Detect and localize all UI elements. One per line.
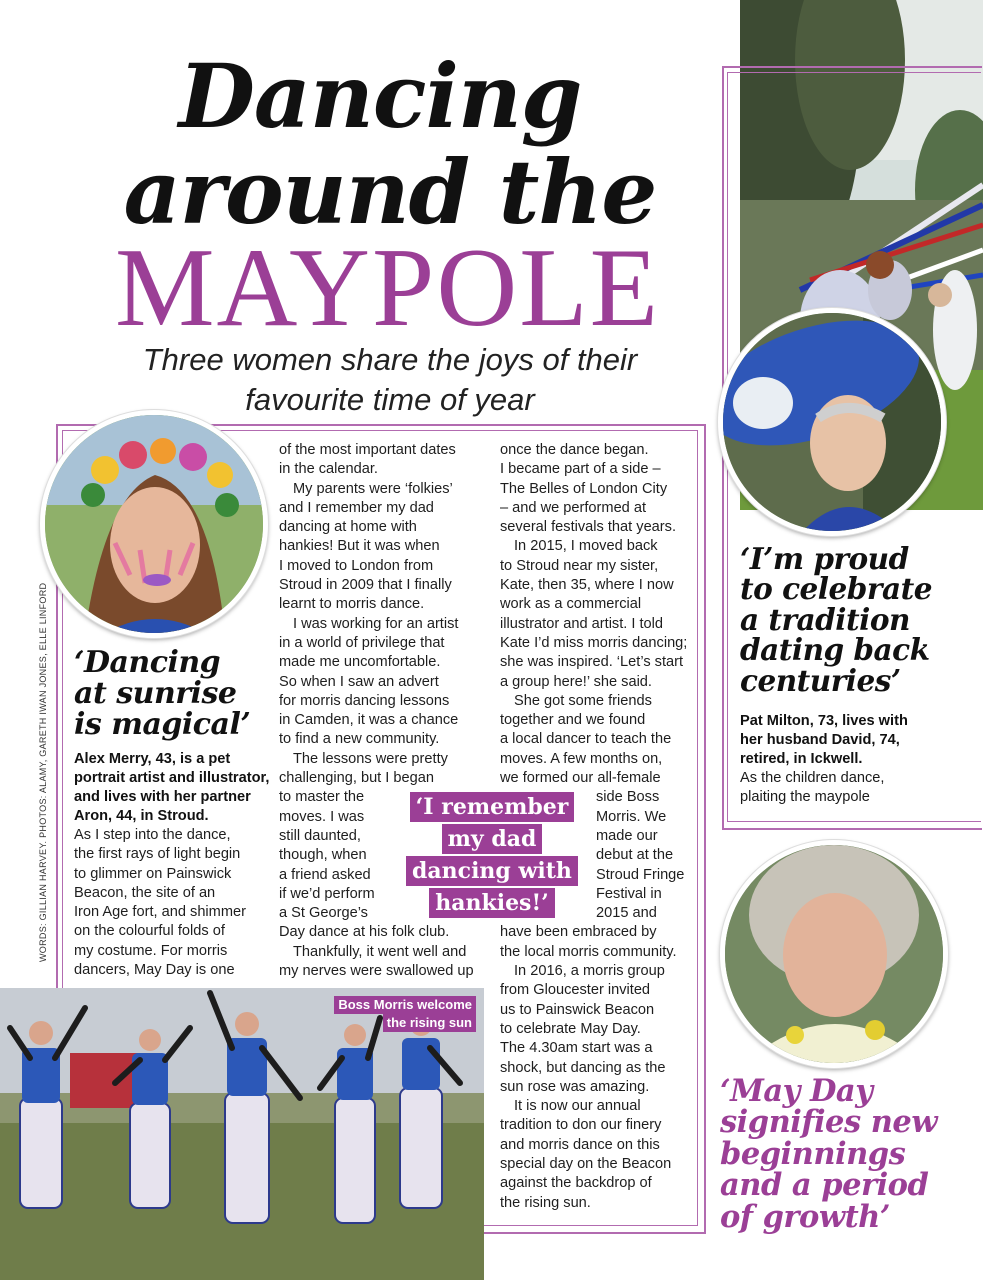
body-text-line: moves. A few months on, <box>500 750 663 767</box>
body-text-line: My parents were ‘folkies’ <box>293 480 453 497</box>
body-text-line: In 2015, I moved back <box>514 538 658 555</box>
body-text-line: against the backdrop of <box>500 1175 652 1192</box>
alex-column-1 <box>74 750 274 980</box>
body-text-line: to glimmer on Painswick <box>74 865 232 882</box>
body-text-line: Thankfully, it went well and <box>293 943 467 960</box>
body-text-line: The Belles of London City <box>500 480 668 497</box>
body-text-line: challenging, but I began <box>279 770 434 787</box>
body-text-line: She got some friends <box>514 692 652 709</box>
third-quote-line: and a period <box>720 1167 929 1204</box>
pat-text-line: As the children dance, <box>740 770 885 786</box>
pat-quote-line: a tradition <box>740 601 910 637</box>
third-quote-line: ‘May Day <box>720 1073 873 1109</box>
caption-line: Boss Morris welcome <box>334 996 476 1014</box>
body-text-line: though, when <box>279 847 367 864</box>
photo-caption <box>310 996 476 1032</box>
alex-portrait <box>40 410 268 638</box>
body-text-line: a friend asked <box>279 866 371 883</box>
third-quote <box>720 1073 980 1235</box>
pat-intro <box>740 712 980 808</box>
alex-quote-line: is magical’ <box>74 706 251 742</box>
pat-byline-line: retired, in Ickwell. <box>740 751 863 767</box>
body-text-line: work as a commercial <box>500 596 642 613</box>
body-text-line: my costume. For morris <box>74 942 228 959</box>
body-text-line: dancing at home with <box>279 519 417 536</box>
alex-byline: Alex Merry, 43, is a pet portrait artist and illustrator, and lives with her partner Aron, 44, in Stroud. <box>74 751 270 824</box>
body-text-line: dancers, May Day is one <box>74 962 235 979</box>
body-text-line: illustrator and artist. I told <box>500 615 664 632</box>
pat-quote-line: ‘I’m proud <box>740 541 909 576</box>
body-text-line: together and we found <box>500 712 646 729</box>
body-text-line: still daunted, <box>279 827 361 844</box>
body-text-line: Morris. We <box>596 808 667 825</box>
body-text-line: Kate, then 35, where I now <box>500 577 674 594</box>
pat-quote-line: to celebrate <box>740 571 932 607</box>
pat-text-line: plaiting the maypole <box>740 789 870 806</box>
pull-quote <box>402 792 582 918</box>
body-text-line: a local dancer to teach the <box>500 731 672 748</box>
body-text-line: on the colourful folds of <box>74 923 225 940</box>
body-text-line: we formed our all-female <box>500 770 661 787</box>
body-text-line: Stroud Fringe <box>596 866 685 883</box>
body-text-line: I was working for an artist <box>293 615 459 632</box>
third-quote-line: signifies new <box>720 1104 938 1141</box>
alex-quote-line: ‘Dancing <box>74 645 221 680</box>
body-text-line: – and we performed at <box>500 499 647 516</box>
pat-byline-line: Pat Milton, 73, lives with <box>740 713 908 729</box>
body-text-line: to master the <box>279 789 365 806</box>
body-text-line: The 4.30am start was a <box>500 1040 653 1057</box>
body-text-line: my nerves were swallowed up <box>279 963 474 980</box>
body-text-line: The lessons were pretty <box>293 750 448 767</box>
pat-byline-line: her husband David, 74, <box>740 732 900 748</box>
body-text-line: Day dance at his folk club. <box>279 924 450 941</box>
pat-quote-line: dating back <box>740 632 930 668</box>
body-text-line: I became part of a side – <box>500 461 661 478</box>
body-text-line: of the most important dates <box>279 442 456 458</box>
body-text-line: for morris dancing lessons <box>279 692 450 709</box>
body-text-line: a St George’s <box>279 905 368 922</box>
body-text-line: several festivals that years. <box>500 519 677 536</box>
body-text-line: So when I saw an advert <box>279 673 439 690</box>
body-text-line: Festival in <box>596 885 662 902</box>
third-quote-line: of growth’ <box>720 1198 890 1235</box>
body-text-line: 2015 and <box>596 905 657 922</box>
pat-portrait <box>718 308 946 536</box>
body-text-line: made our <box>596 827 658 844</box>
body-text-line: As I step into the dance, <box>74 827 231 843</box>
body-text-line: learnt to morris dance. <box>279 596 425 613</box>
body-text-line: in the calendar. <box>279 461 378 478</box>
body-text-line: have been embraced by <box>500 924 657 941</box>
standfirst-line-2: favourite time of year <box>245 382 535 417</box>
body-text-line: hankies! But it was when <box>279 538 440 555</box>
body-text-line: a group here!’ she said. <box>500 673 652 690</box>
alex-quote-line: at sunrise <box>74 675 237 711</box>
body-text-line: us to Painswick Beacon <box>500 1001 655 1018</box>
body-text-line: the local morris community. <box>500 943 677 960</box>
pull-quote-line: my dad <box>442 824 543 854</box>
body-text-line: shock, but dancing as the <box>500 1059 666 1076</box>
body-text-line: I moved to London from <box>279 557 434 574</box>
pull-quote-line: hankies!’ <box>429 888 555 918</box>
body-text-line: she was inspired. ‘Let’s start <box>500 654 684 671</box>
body-text-line: Iron Age fort, and shimmer <box>74 904 246 921</box>
third-portrait <box>720 840 948 1068</box>
body-text-line: debut at the <box>596 847 674 864</box>
pull-quote-line: dancing with <box>406 856 578 886</box>
standfirst <box>80 340 700 420</box>
body-text-line: the rising sun. <box>500 1194 591 1211</box>
pull-quote-line: ‘I remember <box>410 792 575 822</box>
standfirst-line-1: Three women share the joys of their <box>142 342 638 377</box>
body-text-line: Kate I’d miss morris dancing; <box>500 634 688 651</box>
headline-maypole: MAYPOLE <box>114 226 661 350</box>
body-text-line: in Camden, it was a chance <box>279 712 459 729</box>
body-text-line: from Gloucester invited <box>500 982 651 999</box>
photo-credits: WORDS: GILLIAN HARVEY. PHOTOS: ALAMY, GARETH IWAN JONES, ELLE LINFORD <box>38 582 48 962</box>
headline-line-1: Dancing <box>178 44 582 148</box>
body-text-line: side Boss <box>596 789 660 806</box>
body-text-line: In 2016, a morris group <box>514 963 665 980</box>
body-text-line: Beacon, the site of an <box>74 884 216 901</box>
body-text-line: moves. I was <box>279 808 365 825</box>
body-text-line: sun rose was amazing. <box>500 1078 650 1095</box>
alex-quote <box>74 645 274 742</box>
caption-line: the rising sun <box>383 1014 476 1032</box>
body-text-line: once the dance began. <box>500 442 649 458</box>
body-text-line: Stroud in 2009 that I finally <box>279 577 452 594</box>
body-text-line: if we’d perform <box>279 885 375 902</box>
third-quote-line: beginnings <box>720 1135 906 1172</box>
body-text-line: and morris dance on this <box>500 1136 660 1153</box>
body-text-line: special day on the Beacon <box>500 1155 672 1172</box>
pat-quote <box>740 541 980 698</box>
body-text-line: to celebrate May Day. <box>500 1020 641 1037</box>
body-text-line: in a world of privilege that <box>279 634 445 651</box>
body-text-line: to Stroud near my sister, <box>500 557 659 574</box>
body-text-line: and I remember my dad <box>279 499 434 516</box>
body-text-line: to find a new community. <box>279 731 440 748</box>
body-text-line: It is now our annual <box>514 1098 641 1115</box>
headline-line-2: around the <box>123 140 657 244</box>
body-text-line: the first rays of light begin <box>74 846 241 863</box>
body-text-line: tradition to don our finery <box>500 1117 662 1134</box>
pat-quote-line: centuries’ <box>740 662 901 698</box>
body-text-line: made me uncomfortable. <box>279 654 441 671</box>
